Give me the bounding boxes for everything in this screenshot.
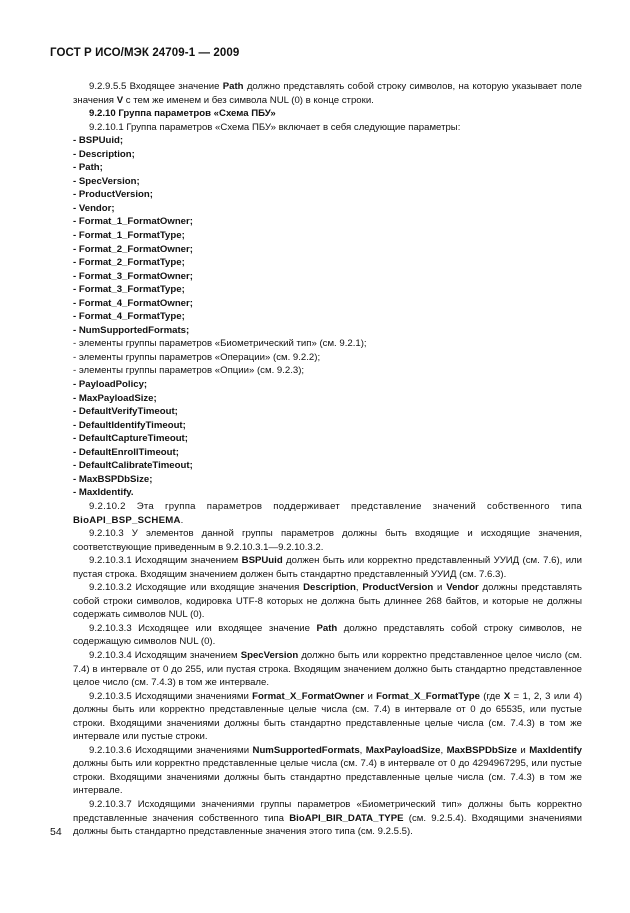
list-item: - MaxBSPDbSize;: [73, 473, 153, 485]
paragraph-9-2-10-3-3: [73, 622, 582, 649]
text-run: должны быть или корректно представленные целые числа (см. 7.4) в интервале от 0 до 4294967295, или пустые строки. Входящими значениями должны быть стандартно представленные целые числа (см. 7.4.3) в том же интервале.: [73, 758, 582, 797]
term-maxbspdbsize: MaxBSPDbSize: [446, 744, 517, 756]
list-item: - ProductVersion;: [73, 189, 153, 201]
list-item: - Path;: [73, 162, 103, 174]
text-run: и: [433, 582, 447, 594]
text-run: должны представлять собой строки символов, кодировка UTF-8 которых не должна быть длиннее 268 байтов, и которые не должны содержать символов NUL (0).: [73, 582, 582, 621]
text-run: 9.2.10.3.2 Исходящие или входящие значения: [89, 582, 304, 594]
term-numsupportedformats: NumSupportedFormats: [252, 744, 360, 756]
list-item: - DefaultCalibrateTimeout;: [73, 460, 193, 472]
term-path: Path: [316, 622, 338, 634]
term-v: V: [116, 94, 124, 106]
text-run: 9.2.10.3.7 Исходящими значениями группы параметров «Биометрический тип» должны быть корректно представленные значения собственного типа: [73, 798, 582, 824]
text-run: ,: [440, 744, 447, 756]
paragraph-9-2-10-3-4: [73, 649, 582, 690]
list-item: - NumSupportedFormats;: [73, 324, 190, 336]
term-path: Path: [222, 81, 244, 92]
paragraph-9-2-10-3: 9.2.10.3 У элементов данной группы параметров должны быть входящие и исходящие значения, соответствующие приведенным в 9.2.10.3.1—9.2.10.3.2.: [73, 528, 582, 553]
list-item: - MaxPayloadSize;: [73, 392, 157, 404]
paragraph-9-2-10-3-5: [73, 690, 582, 744]
list-item: - Format_3_FormatType;: [73, 284, 185, 296]
parameter-list-b: [73, 337, 582, 378]
paragraph-9-2-9-5-5: [73, 80, 582, 107]
text-run: должно представлять собой строку символов, на которую указывает поле значения: [73, 81, 582, 106]
term-format-x-formattype: Format_X_FormatType: [376, 690, 480, 702]
list-item: - DefaultIdentifyTimeout;: [73, 419, 186, 431]
text-run: с тем же именем и без символа NUL (0) в конце строки.: [123, 94, 374, 106]
term-productversion: ProductVersion: [362, 582, 434, 594]
text-run: ,: [359, 744, 366, 756]
parameter-list-a: [73, 134, 582, 337]
list-item: - DefaultCaptureTimeout;: [73, 433, 188, 445]
list-item: - DefaultEnrollTimeout;: [73, 446, 179, 458]
list-item: - элементы группы параметров «Операции» (см. 9.2.2);: [73, 351, 321, 363]
list-item: - SpecVersion;: [73, 175, 140, 187]
list-item: - BSPUuid;: [73, 135, 124, 147]
term-bspuuid: BSPUuid: [241, 555, 283, 567]
text-run: 9.2.10.3.3 Исходящее или входящее значение: [89, 622, 317, 634]
paragraph-9-2-10-2: [73, 500, 582, 527]
list-item: - Format_2_FormatType;: [73, 257, 185, 269]
text-run: должен быть или корректно представленный УУИД (см. 7.6), или пустая строка. Входящим значением должен быть стандартно представленный УУИД (см. 7.6.3).: [73, 555, 583, 580]
term-description: Description: [303, 582, 356, 594]
term-maxidentify: MaxIdentify: [529, 744, 582, 756]
text-run: должно быть или корректно представленное целое число (см. 7.4) в интервале от 0 до 255, или пустая строка. Входящим значением должно быть стандартно представленное целое число (см. 7.4.3) в том же интервале.: [73, 649, 582, 689]
paragraph-9-2-10-3-6: [73, 744, 582, 798]
term-specversion: SpecVersion: [240, 649, 299, 661]
text-run: 9.2.10.2 Эта группа параметров поддерживает представление значений собственного типа: [89, 500, 582, 512]
section-heading: 9.2.10 Группа параметров «Схема ПБУ»: [89, 108, 276, 120]
list-item: - элементы группы параметров «Биометрический тип» (см. 9.2.1);: [73, 338, 367, 350]
term-x: X: [503, 690, 511, 702]
term-bioapi-bir-data-type: BioAPI_BIR_DATA_TYPE: [289, 812, 404, 824]
document-header: ГОСТ Р ИСО/МЭК 24709-1 — 2009: [50, 47, 240, 59]
list-item: - MaxIdentify.: [73, 487, 134, 499]
text-run: (где: [479, 690, 504, 702]
text-run: 9.2.9.5.5 Входящее значение: [89, 81, 223, 92]
page-number: 54: [50, 826, 62, 838]
parameter-list-c: [73, 378, 582, 500]
text-run: и: [364, 690, 377, 702]
list-item: - Format_3_FormatOwner;: [73, 270, 193, 282]
term-vendor: Vendor: [446, 582, 479, 594]
text-run: 9.2.10.3.6 Исходящими значениями: [89, 744, 253, 756]
term-maxpayloadsize: MaxPayloadSize: [365, 744, 441, 756]
list-item: - Format_2_FormatOwner;: [73, 243, 193, 255]
text-run: (см. 9.2.5.4). Входящими значениями должны быть стандартно представленные значения этого типа (см. 9.2.5.5).: [73, 812, 582, 838]
text-run: должно представлять собой строку символов, не содержащую символов NUL (0).: [73, 622, 582, 648]
text-run: 9.2.10.3.4 Исходящим значением: [89, 649, 241, 661]
paragraph-9-2-10-3-7: [73, 798, 582, 839]
list-item: - Description;: [73, 148, 135, 160]
list-item: - элементы группы параметров «Опции» (см. 9.2.3);: [73, 365, 305, 377]
list-item: - Format_4_FormatType;: [73, 311, 185, 323]
text-run: .: [180, 514, 184, 526]
document-body: [73, 80, 582, 839]
term-bioapi-bsp-schema: BioAPI_BSP_SCHEMA: [73, 514, 181, 526]
text-run: ,: [355, 582, 363, 594]
list-item: - Format_1_FormatType;: [73, 230, 185, 242]
term-format-x-formatowner: Format_X_FormatOwner: [252, 690, 365, 702]
paragraph-9-2-10-1: 9.2.10.1 Группа параметров «Схема ПБУ» включает в себя следующие параметры:: [89, 121, 461, 133]
text-run: 9.2.10.3.1 Исходящим значением: [89, 555, 242, 567]
text-run: = 1, 2, 3 или 4) должны быть или корректно представленные целые числа (см. 7.4) в интервале от 0 до 65535, или пустые строки. Входящими значениями должны быть стандартно представленные целые числа (см. 7.4.3) в том же интервале или пустые строки.: [73, 690, 583, 743]
list-item: - DefaultVerifyTimeout;: [73, 406, 178, 418]
list-item: - Format_4_FormatOwner;: [73, 297, 193, 309]
text-run: и: [516, 744, 530, 756]
text-run: 9.2.10.3.5 Исходящими значениями: [89, 690, 253, 702]
paragraph-9-2-10-3-2: [73, 581, 582, 622]
list-item: - PayloadPolicy;: [73, 379, 148, 391]
list-item: - Vendor;: [73, 202, 115, 214]
paragraph-9-2-10-3-1: [73, 554, 582, 581]
list-item: - Format_1_FormatOwner;: [73, 216, 193, 228]
